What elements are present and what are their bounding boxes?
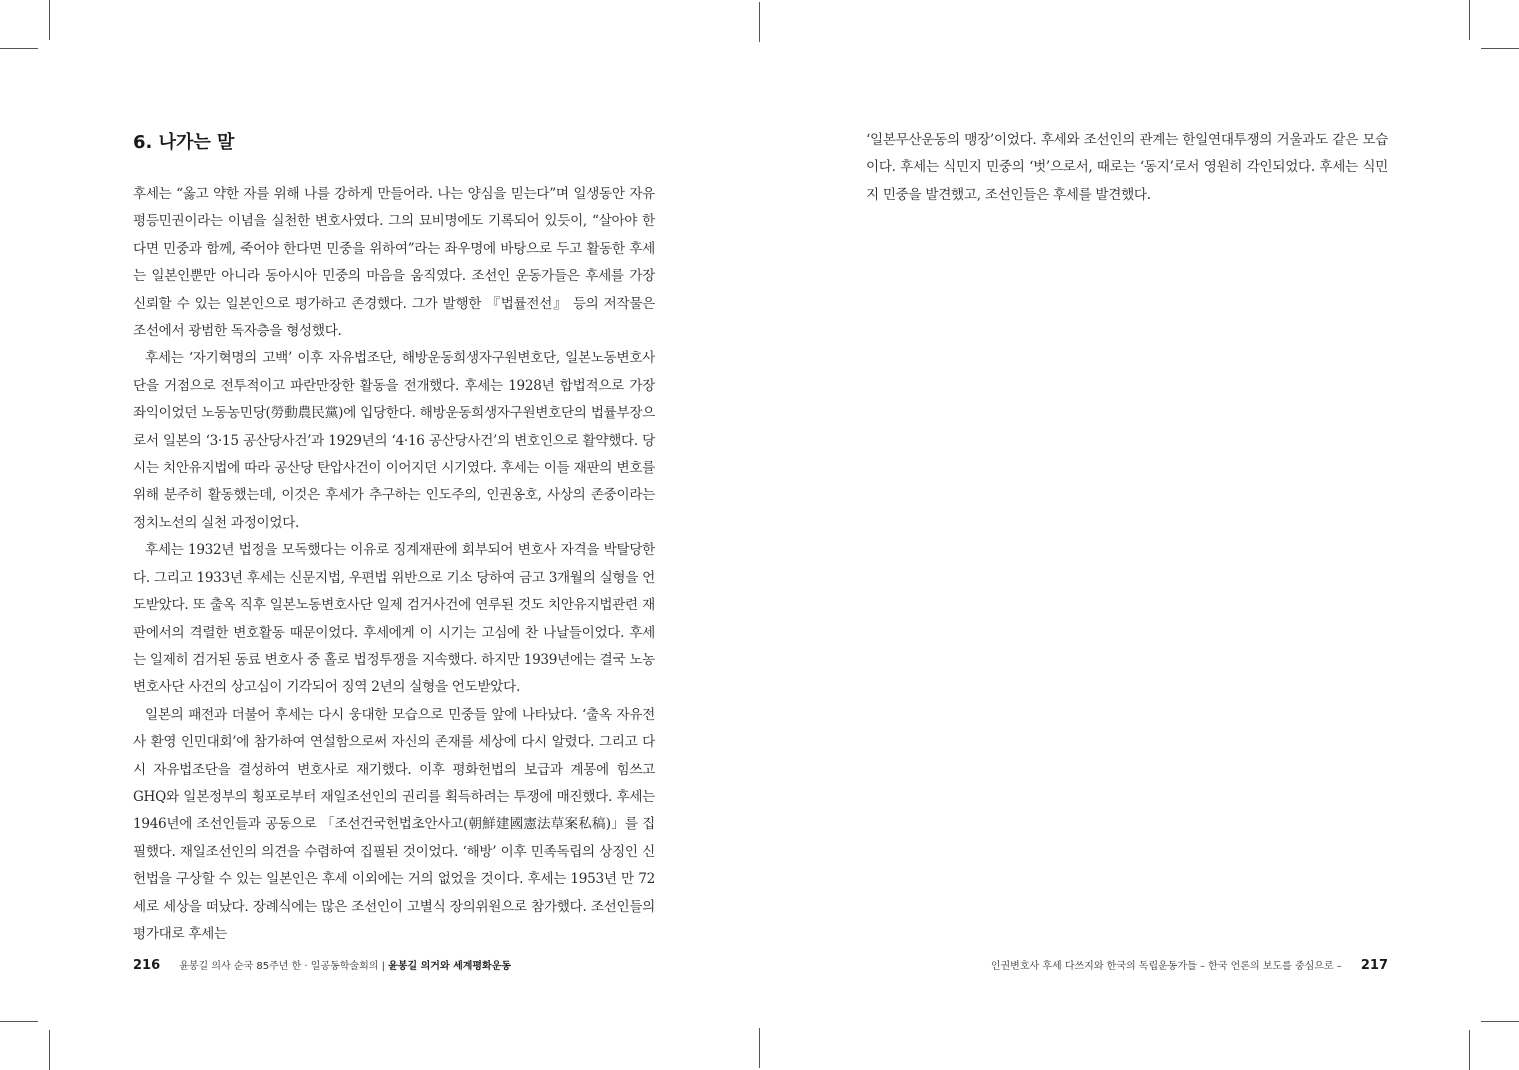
running-title: 인권변호사 후세 다쓰지와 한국의 독립운동가들 – 한국 언론의 보도를 중심으로 – — [990, 961, 1342, 972]
crop-mark — [49, 1030, 50, 1070]
page-number: 217 — [1360, 958, 1388, 973]
crop-mark — [759, 1028, 760, 1068]
paragraph: ‘일본무산운동의 맹장’이었다. 후세와 조선인의 관계는 한일연대투쟁의 거울과도 같은 모습이다. 후세는 식민지 민중의 ‘벗’으로서, 때로는 ‘동지’로서 영원히 각인되었다. 후세는 식민지 민중을 발견했고, 조선인들은 후세를 발견했다. — [866, 132, 1388, 203]
paragraph: 후세는 1932년 법정을 모독했다는 이유로 징계재판에 회부되어 변호사 자격을 박탈당한다. 그리고 1933년 후세는 신문지법, 우편법 위반으로 기소 당하여 금고 3개월의 실형을 언도받았다. 또 출옥 직후 일본노동변호사단 일제 검거사건에 연루된 것도 치안유지법관련 재판에서의 격렬한 변호활동 때문이었다. 후세에게 이 시기는 고심에 찬 나날들이었다. 후세는 일제히 검거된 동료 변호사 중 홀로 법정투쟁을 지속했다. 하지만 1939년에는 결국 노농변호사단 사건의 상고심이 기각되어 징역 2년의 실형을 언도받았다. — [133, 542, 655, 696]
right-footer — [991, 957, 1388, 973]
body-text — [133, 181, 655, 948]
left-footer — [133, 957, 511, 973]
page-number: 216 — [133, 958, 161, 973]
paragraph: 후세는 “옳고 약한 자를 위해 나를 강하게 만들어라. 나는 양심을 믿는다”며 일생동안 자유평등민권이라는 이념을 실천한 변호사였다. 그의 묘비명에도 기록되어 있듯이, “살아야 한다면 민중과 함께, 죽어야 한다면 민중을 위하여”라는 좌우명에 바탕으로 두고 활동한 후세는 일본인뿐만 아니라 동아시아 민중의 마음을 움직였다. 조선인 운동가들은 후세를 가장 신뢰할 수 있는 일본인으로 평가하고 존경했다. 그가 발행한 『법률전선』 등의 저작물은 조선에서 광범한 독자층을 형성했다. — [133, 186, 655, 340]
crop-mark — [1469, 0, 1470, 40]
crop-mark — [49, 0, 50, 40]
crop-mark — [1469, 1030, 1470, 1070]
crop-mark — [1481, 1021, 1519, 1022]
paragraph: 후세는 ‘자기혁명의 고백’ 이후 자유법조단, 해방운동희생자구원변호단, 일본노동변호사단을 거점으로 전투적이고 파란만장한 활동을 전개했다. 후세는 1928년 합법적으로 가장 좌익이었던 노동농민당(勞動農民黨)에 입당한다. 해방운동희생자구원변호단의 법률부장으로서 일본의 ‘3·15 공산당사건’과 1929년의 ‘4·16 공산당사건’의 변호인으로 활약했다. 당시는 치안유지법에 따라 공산당 탄압사건이 이어지던 시기였다. 후세는 이들 재판의 변호를 위해 분주히 활동했는데, 이것은 후세가 추구하는 인도주의, 인권옹호, 사상의 존중이라는 정치노선의 실천 과정이었다. — [133, 350, 655, 531]
section-heading: 6. 나가는 말 — [133, 132, 235, 153]
running-title: 윤봉길 의사 순국 85주년 한 · 일공동학술회의 | — [179, 961, 385, 972]
paragraph: 일본의 패전과 더불어 후세는 다시 웅대한 모습으로 민중들 앞에 나타났다. ‘출옥 자유전사 환영 인민대회’에 참가하여 연설함으로써 자신의 존재를 세상에 다시 알렸다. 그리고 다시 자유법조단을 결성하여 변호사로 재기했다. 이후 평화헌법의 보급과 계몽에 힘쓰고 GHQ와 일본정부의 횡포로부터 재일조선인의 권리를 획득하려는 투쟁에 매진했다. 후세는 1946년에 조선인들과 공동으로 「조선건국헌법초안사고(朝鮮建國憲法草案私稿)」를 집필했다. 재일조선인의 의견을 수렴하여 집필된 것이었다. ‘해방’ 이후 민족독립의 상징인 신헌법을 구상할 수 있는 일본인은 후세 이외에는 거의 없었을 것이다. 후세는 1953년 만 72세로 세상을 떠났다. 장례식에는 많은 조선인이 고별식 장의위원으로 참가했다. 조선인들의 평가대로 후세는 — [133, 706, 655, 942]
crop-mark — [0, 48, 38, 49]
running-title-bold: 윤봉길 의거와 세계평화운동 — [388, 961, 512, 972]
crop-mark — [759, 2, 760, 42]
crop-mark — [0, 1021, 38, 1022]
crop-mark — [1481, 48, 1519, 49]
body-text — [866, 127, 1388, 209]
